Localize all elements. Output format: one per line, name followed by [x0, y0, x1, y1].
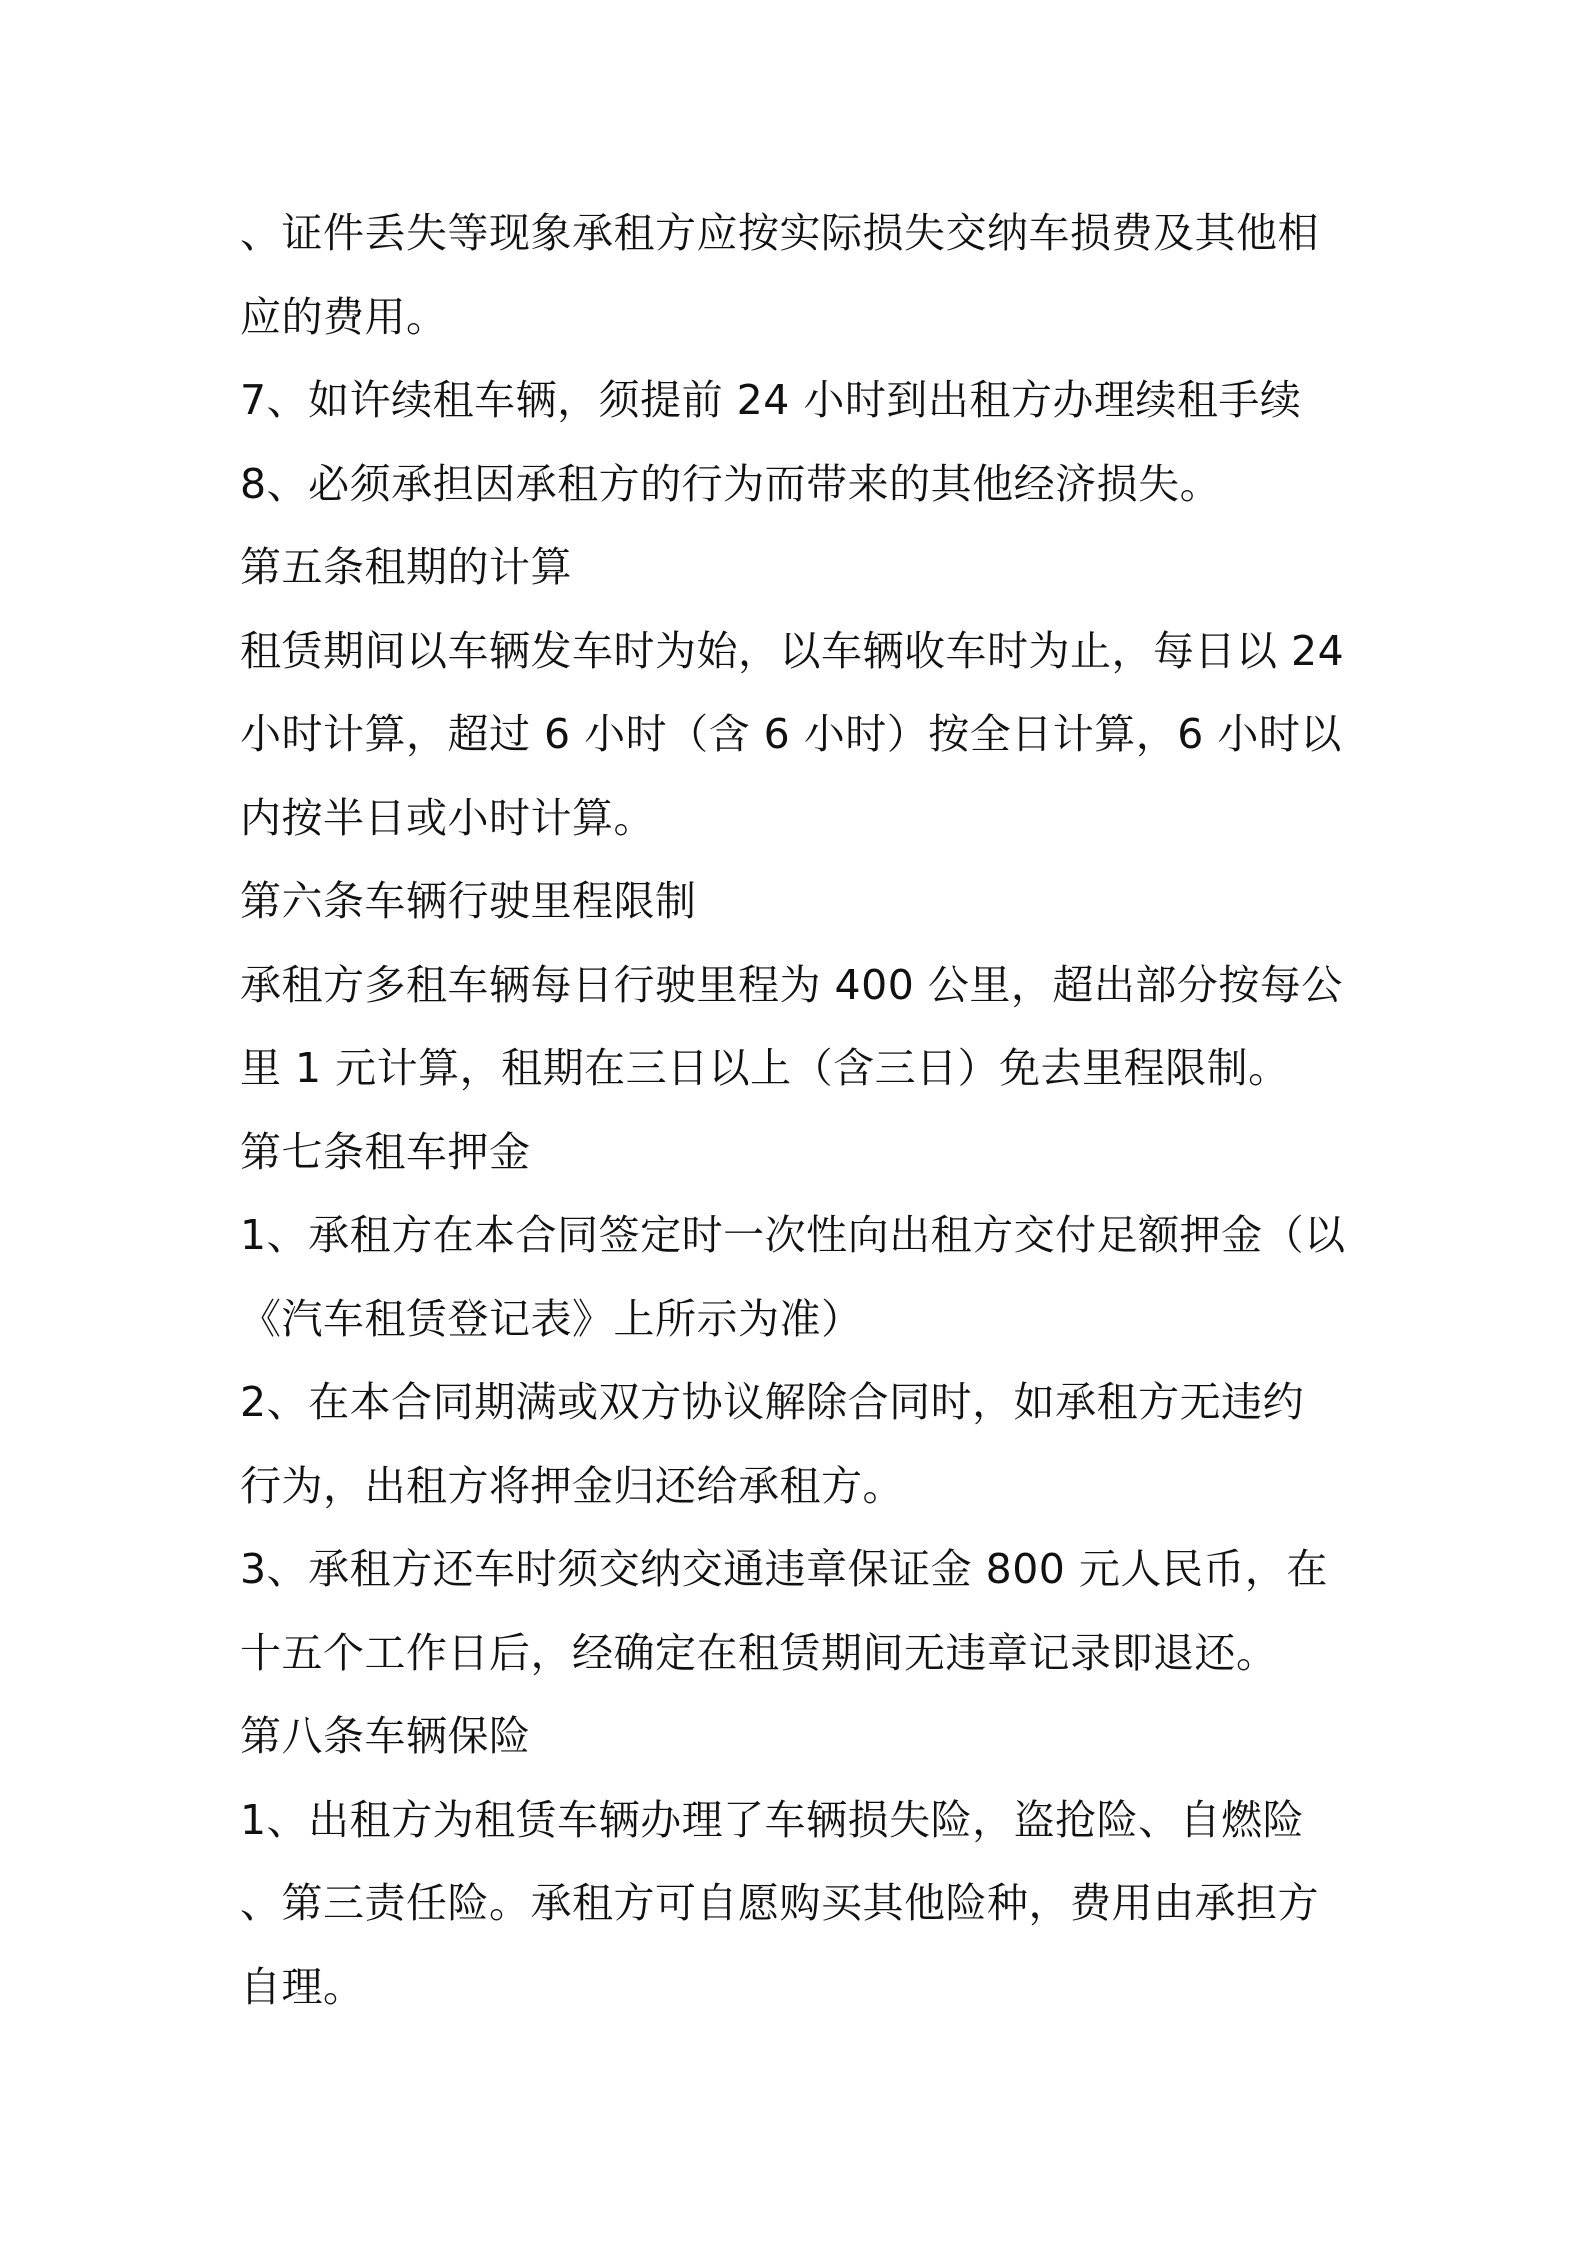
text-line: 2、在本合同期满或双方协议解除合同时，如承租方无违约 [240, 1378, 1305, 1426]
document-body [240, 192, 1360, 2029]
text-line: 十五个工作日后，经确定在租赁期间无违章记录即退还。 [240, 1628, 1278, 1677]
text-line: 、第三责任险。承租方可自愿购买其他险种，费用由承担方 [240, 1879, 1319, 1927]
text-line: 3、承租方还车时须交纳交通违章保证金 800 元人民币，在 [240, 1545, 1328, 1593]
text-line: 应的费用。 [240, 292, 448, 341]
section-heading: 第六条车辆行驶里程限制 [240, 877, 697, 925]
text-line: 自理。 [240, 1962, 365, 2011]
text-line: 1、承租方在本合同签定时一次性向出租方交付足额押金（以 [240, 1211, 1346, 1259]
text-line: 1、出租方为租赁车辆办理了车辆损失险，盗抢险、自燃险 [240, 1795, 1305, 1844]
section-heading: 第七条租车押金 [240, 1127, 531, 1176]
text-line: 内按半日或小时计算。 [240, 793, 655, 842]
text-line: 小时计算，超过 6 小时（含 6 小时）按全日计算，6 小时以 [240, 710, 1342, 758]
text-line: 行为，出租方将押金归还给承租方。 [240, 1461, 904, 1510]
text-line: 租赁期间以车辆发车时为始，以车辆收车时为止，每日以 24 [240, 626, 1345, 675]
text-line: 里 1 元计算，租期在三日以上（含三日）免去里程限制。 [240, 1044, 1290, 1092]
section-heading: 第五条租期的计算 [240, 543, 572, 591]
text-line: 《汽车租赁登记表》上所示为准） [240, 1294, 863, 1343]
section-heading: 第八条车辆保险 [240, 1712, 531, 1760]
text-line: 7、如许续租车辆，须提前 24 小时到出租方办理续租手续 [240, 376, 1302, 424]
text-line: 8、必须承担因承租方的行为而带来的其他经济损失。 [240, 459, 1222, 508]
text-line: 承租方多租车辆每日行驶里程为 400 公里，超出部分按每公 [240, 960, 1343, 1009]
text-line: 、证件丢失等现象承租方应按实际损失交纳车损费及其他相 [240, 209, 1319, 257]
